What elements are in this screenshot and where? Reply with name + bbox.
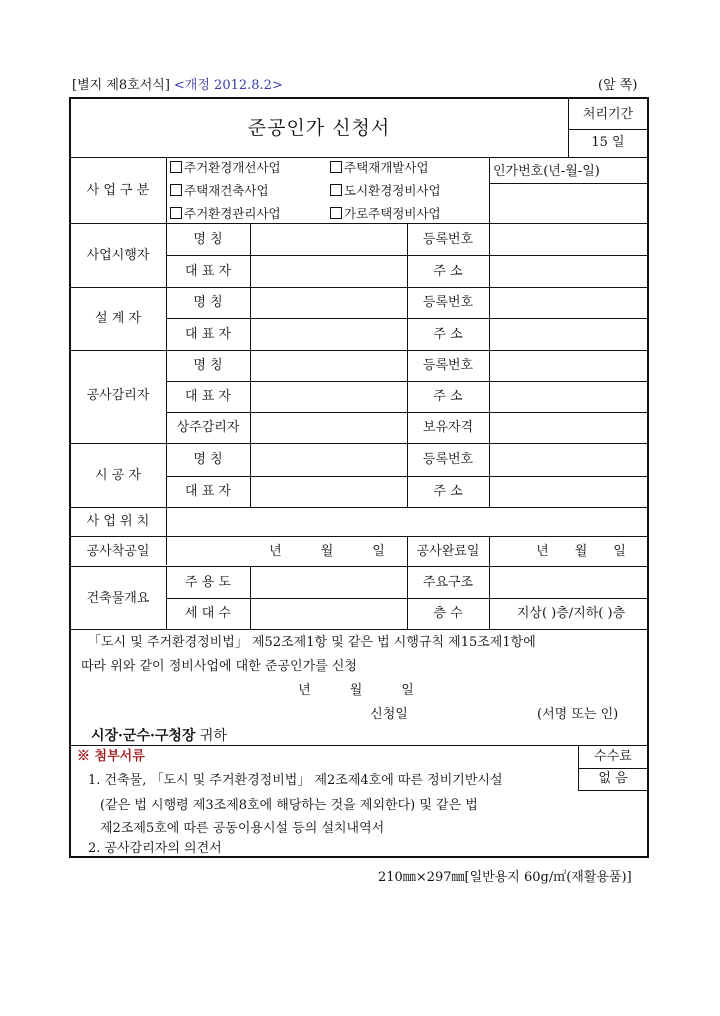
main-use-label: 주 용 도 [185, 575, 231, 590]
recipient-honorific: 귀하 [199, 728, 227, 744]
rule [166, 157, 167, 565]
reg-no-label: 등록번호 [422, 295, 474, 310]
form-number [72, 74, 283, 93]
rule [250, 566, 251, 629]
recipient-title: 시장·군수·구청장 [91, 728, 196, 744]
representative-label: 대 표 자 [185, 484, 231, 499]
rule [71, 536, 649, 537]
checkbox-option[interactable]: 주거환경개선사업 [170, 161, 281, 175]
application-date: 년 월 일 [298, 683, 414, 698]
constructor-label: 시 공 자 [95, 468, 141, 483]
rule [71, 507, 649, 508]
revision-note: <개정 2012.8.2> [173, 78, 283, 93]
start-date-label: 공사착공일 [86, 544, 150, 559]
rule [489, 223, 490, 507]
checkbox-option[interactable]: 도시환경정비사업 [330, 184, 441, 198]
rule [578, 790, 649, 791]
checkbox-option[interactable]: 주택재개발사업 [330, 161, 429, 175]
rule [71, 745, 649, 746]
rule [71, 223, 649, 224]
rule [578, 768, 649, 769]
rule [407, 536, 408, 629]
rule [71, 157, 649, 158]
implementer-label: 사업시행자 [86, 248, 150, 263]
address-label: 주 소 [433, 389, 463, 404]
rule [489, 183, 649, 184]
name-label: 명 칭 [193, 232, 223, 247]
form-number-label: [별지 제8호서식] [72, 78, 170, 93]
end-date-label: 공사완료일 [416, 544, 480, 559]
rule [568, 129, 649, 130]
page-side-label: (앞 쪽) [598, 78, 638, 93]
checkbox-icon[interactable] [330, 161, 342, 173]
location-label: 사 업 위 치 [86, 514, 150, 529]
address-label: 주 소 [433, 264, 463, 279]
rule [250, 223, 251, 507]
checkbox-icon[interactable] [330, 207, 342, 219]
rule [71, 629, 649, 630]
qualification-label: 보유자격 [422, 420, 474, 435]
start-date-value: 년 월 일 [269, 544, 385, 559]
fee-label: 수수료 [594, 749, 632, 764]
end-date-value: 년 월 일 [536, 544, 626, 559]
checkbox-option[interactable]: 주택재건축사업 [170, 184, 269, 198]
paper-spec: 210㎜×297㎜[일반용지 60g/㎡(재활용품)] [378, 870, 632, 885]
attachments-title: ※ 첨부서류 [77, 749, 145, 764]
rule [71, 350, 649, 351]
attachment-item-1-line-2: (같은 법 시행령 제3조제8호에 해당하는 것을 제외한다) 및 같은 법 [100, 798, 478, 813]
processing-period-label: 처리기간 [582, 107, 634, 122]
rule [71, 443, 649, 444]
rule [578, 745, 579, 790]
representative-label: 대 표 자 [185, 264, 231, 279]
fee-value: 없 음 [598, 771, 628, 786]
checkbox-option[interactable]: 주거환경관리사업 [170, 207, 281, 221]
households-label: 세 대 수 [185, 606, 231, 621]
name-label: 명 칭 [193, 295, 223, 310]
rule [71, 287, 649, 288]
representative-label: 대 표 자 [185, 327, 231, 342]
business-type-label: 사 업 구 분 [86, 183, 150, 198]
floors-label: 층 수 [433, 606, 463, 621]
representative-label: 대 표 자 [185, 389, 231, 404]
rule [489, 157, 490, 223]
checkbox-icon[interactable] [170, 184, 182, 196]
rule [166, 566, 167, 629]
attachment-item-1-line-3: 제2조제5호에 따른 공동이용시설 등의 설치내역서 [100, 821, 385, 836]
signature-note: (서명 또는 인) [537, 707, 619, 722]
checkbox-icon[interactable] [170, 161, 182, 173]
address-label: 주 소 [433, 484, 463, 499]
approval-number-label: 인가번호(년-월-일) [493, 164, 600, 179]
application-form [69, 97, 649, 858]
checkbox-option[interactable]: 가로주택정비사업 [330, 207, 441, 221]
checkbox-icon[interactable] [170, 207, 182, 219]
attachment-item-2: 2. 공사감리자의 의견서 [88, 841, 222, 856]
floors-value: 지상( )층/지하( )층 [516, 606, 626, 621]
applicant-label: 신청일 [370, 707, 408, 722]
reg-no-label: 등록번호 [422, 452, 474, 467]
rule [71, 566, 649, 567]
supervisor-label: 공사감리자 [86, 388, 150, 403]
name-label: 명 칭 [193, 358, 223, 373]
reg-no-label: 등록번호 [422, 232, 474, 247]
statement-line-1: 「도시 및 주거환경정비법」 제52조제1항 및 같은 법 시행규칙 제15조제1항에 [88, 635, 536, 650]
address-label: 주 소 [433, 327, 463, 342]
processing-period-value: 15 일 [591, 135, 625, 150]
checkbox-icon[interactable] [330, 184, 342, 196]
form-title: 준공인가 신청서 [247, 117, 391, 139]
rule [489, 536, 490, 629]
name-label: 명 칭 [193, 452, 223, 467]
rule [568, 99, 569, 157]
main-structure-label: 주요구조 [422, 575, 474, 590]
attachment-item-1-line-1: 1. 건축물, 「도시 및 주거환경정비법」 제2조제4호에 따른 정비기반시설 [88, 773, 503, 788]
statement-line-2: 따라 위와 같이 정비사업에 대한 준공인가를 신청 [81, 659, 357, 674]
rule [407, 223, 408, 507]
building-label: 건축물개요 [86, 591, 150, 606]
designer-label: 설 계 자 [95, 311, 141, 326]
reg-no-label: 등록번호 [422, 358, 474, 373]
resident-supervisor-label: 상주감리자 [176, 420, 240, 435]
recipient [91, 729, 227, 743]
